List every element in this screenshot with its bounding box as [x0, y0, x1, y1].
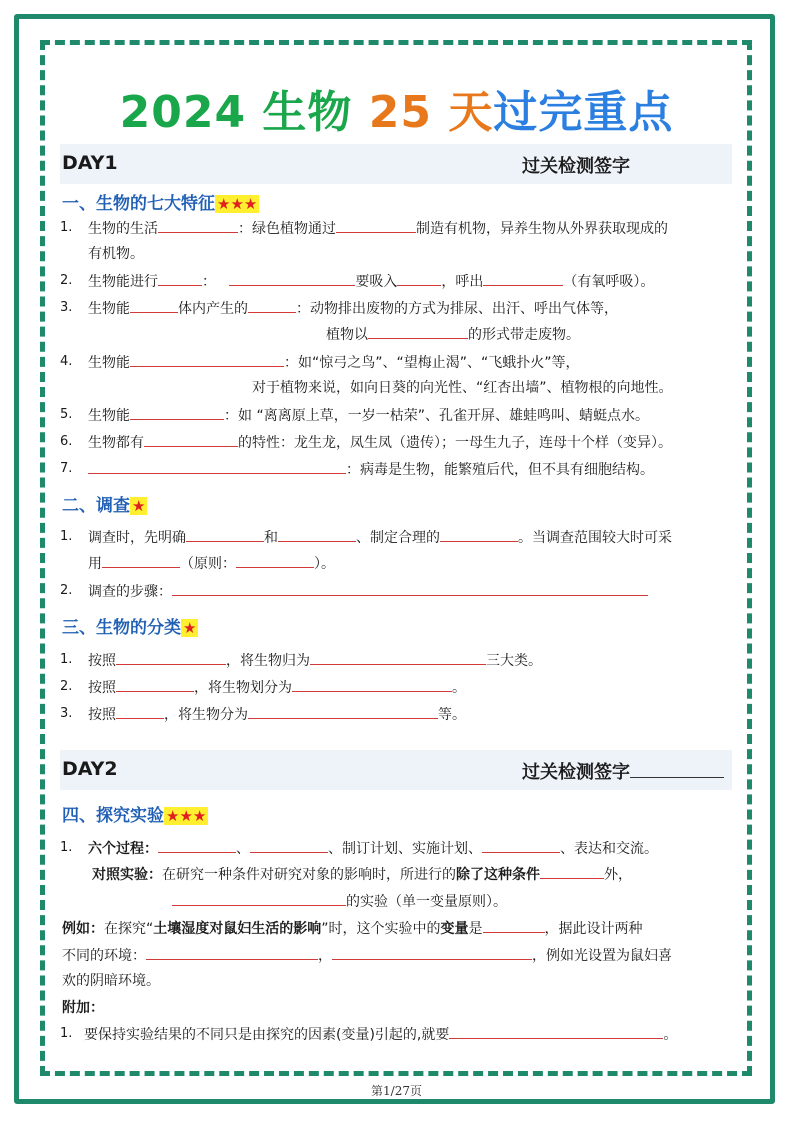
star-icon: ★ — [132, 497, 146, 515]
item-number: 5. — [60, 407, 73, 422]
s1-line3-cont: 植物以 的形式带走废物。 — [326, 324, 580, 345]
item-number: 2. — [60, 583, 73, 598]
item-number: 7. — [60, 461, 73, 476]
day2-header — [60, 750, 732, 790]
section3-title: 三、生物的分类 ★ — [62, 618, 197, 638]
section1-title: 一、生物的七大特征 ★★★ — [62, 194, 258, 214]
blank[interactable] — [158, 218, 238, 233]
blank[interactable] — [368, 324, 468, 339]
item-number: 2. — [60, 273, 73, 288]
blank[interactable] — [116, 677, 194, 692]
blank[interactable] — [186, 527, 264, 542]
s4-line3: 的实验（单一变量原则）。 — [172, 891, 507, 912]
item-number: 1. — [60, 652, 73, 667]
item-number: 1. — [60, 529, 73, 544]
s1-line4: 生物能 ：如“惊弓之鸟”、“望梅止渴”、“飞蛾扑火”等， — [88, 352, 580, 373]
s1-line1-cont: 有机物。 — [88, 246, 144, 262]
item-number: 3. — [60, 300, 73, 315]
item-number: 1. — [60, 1026, 73, 1041]
s4-line1: 六个过程： 、 、制订计划、实施计划、 、表达和交流。 — [88, 838, 658, 859]
s4-line4: 例如：在探究“土壤湿度对鼠妇生活的影响”时，这个实验中的变量是 ，据此设计两种 — [62, 918, 643, 939]
blank[interactable] — [158, 271, 202, 286]
blank[interactable] — [449, 1024, 663, 1039]
s1-line6: 生物都有 的特性：龙生龙，凤生凤（遗传）；一母生九子，连母十个样（变异）。 — [88, 432, 672, 453]
blank[interactable] — [144, 432, 238, 447]
item-number: 3. — [60, 706, 73, 721]
blank[interactable] — [102, 553, 180, 568]
blank[interactable] — [250, 838, 328, 853]
blank[interactable] — [236, 553, 314, 568]
blank[interactable] — [88, 459, 346, 474]
blank[interactable] — [540, 864, 604, 879]
blank[interactable] — [158, 838, 236, 853]
blank[interactable] — [130, 298, 178, 313]
day1-sign-label: 过关检测签字 — [522, 156, 630, 177]
s4-appendix-title: 附加： — [62, 1000, 104, 1016]
blank[interactable] — [440, 527, 518, 542]
blank[interactable] — [116, 704, 164, 719]
item-number: 1. — [60, 840, 73, 855]
s2-line1-cont: 用 （原则： ）。 — [88, 553, 335, 574]
blank[interactable] — [482, 838, 560, 853]
item-number: 4. — [60, 354, 73, 369]
s4-line8: 要保持实验结果的不同只是由探究的因素(变量)引起的,就要 。 — [84, 1024, 677, 1045]
section4-title: 四、探究实验 ★★★ — [62, 806, 207, 826]
blank[interactable] — [310, 650, 486, 665]
star-icon: ★★★ — [166, 807, 207, 825]
s3-line2: 按照 ，将生物划分为 。 — [88, 677, 466, 698]
s1-line5: 生物能 ：如 “离离原上草，一岁一枯荣”、孔雀开屏、雄蛙鸣叫、蜻蜓点水。 — [88, 405, 649, 426]
day2-sign-label: 过关检测签字 — [522, 758, 724, 784]
s3-line3: 按照 ，将生物分为 等。 — [88, 704, 466, 725]
s2-line1: 调查时，先明确 和 、制定合理的 。当调查范围较大时可采 — [88, 527, 672, 548]
s1-line2: 生物能进行 ： 要吸入 ，呼出 （有氧呼吸）。 — [88, 271, 654, 292]
s4-line5: 不同的环境： ， ，例如光设置为鼠妇喜 — [62, 945, 672, 966]
blank[interactable] — [278, 527, 356, 542]
blank[interactable] — [172, 581, 648, 596]
star-icon: ★★★ — [217, 195, 258, 213]
s4-line6: 欢的阴暗环境。 — [62, 973, 160, 989]
section2-title: 二、调查 ★ — [62, 496, 146, 516]
blank[interactable] — [130, 352, 284, 367]
blank[interactable] — [483, 918, 545, 933]
item-number: 1. — [60, 220, 73, 235]
blank[interactable] — [292, 677, 452, 692]
s4-line2: 对照实验：在研究一种条件对研究对象的影响时，所进行的除了这种条件 外， — [92, 864, 632, 885]
s2-line2: 调查的步骤： — [88, 581, 648, 602]
page-title: 2024 生物 25 天过完重点 — [119, 87, 674, 138]
blank[interactable] — [483, 271, 563, 286]
s1-line3: 生物能 体内产生的 ：动物排出废物的方式为排尿、出汗、呼出气体等， — [88, 298, 618, 319]
s3-line1: 按照 ，将生物归为 三大类。 — [88, 650, 542, 671]
item-number: 2. — [60, 679, 73, 694]
blank[interactable] — [229, 271, 355, 286]
page-number: 第1/27页 — [371, 1084, 422, 1098]
day1-header — [60, 144, 732, 184]
blank[interactable] — [248, 704, 438, 719]
blank[interactable] — [248, 298, 296, 313]
blank[interactable] — [130, 405, 224, 420]
star-icon: ★ — [183, 619, 197, 637]
day1-label: DAY1 — [62, 152, 118, 174]
s1-line7: ：病毒是生物，能繁殖后代，但不具有细胞结构。 — [88, 459, 654, 480]
s1-line4-cont: 对于植物来说，如向日葵的向光性、“红杏出墙”、植物根的向地性。 — [252, 380, 673, 396]
blank[interactable] — [336, 218, 416, 233]
blank[interactable] — [397, 271, 441, 286]
blank[interactable] — [172, 891, 346, 906]
day2-label: DAY2 — [62, 758, 118, 780]
blank[interactable] — [146, 945, 318, 960]
blank[interactable] — [116, 650, 226, 665]
item-number: 6. — [60, 434, 73, 449]
signature-line[interactable] — [630, 763, 724, 778]
blank[interactable] — [332, 945, 532, 960]
s1-line1: 生物的生活 ：绿色植物通过 制造有机物，异养生物从外界获取现成的 — [88, 218, 668, 239]
